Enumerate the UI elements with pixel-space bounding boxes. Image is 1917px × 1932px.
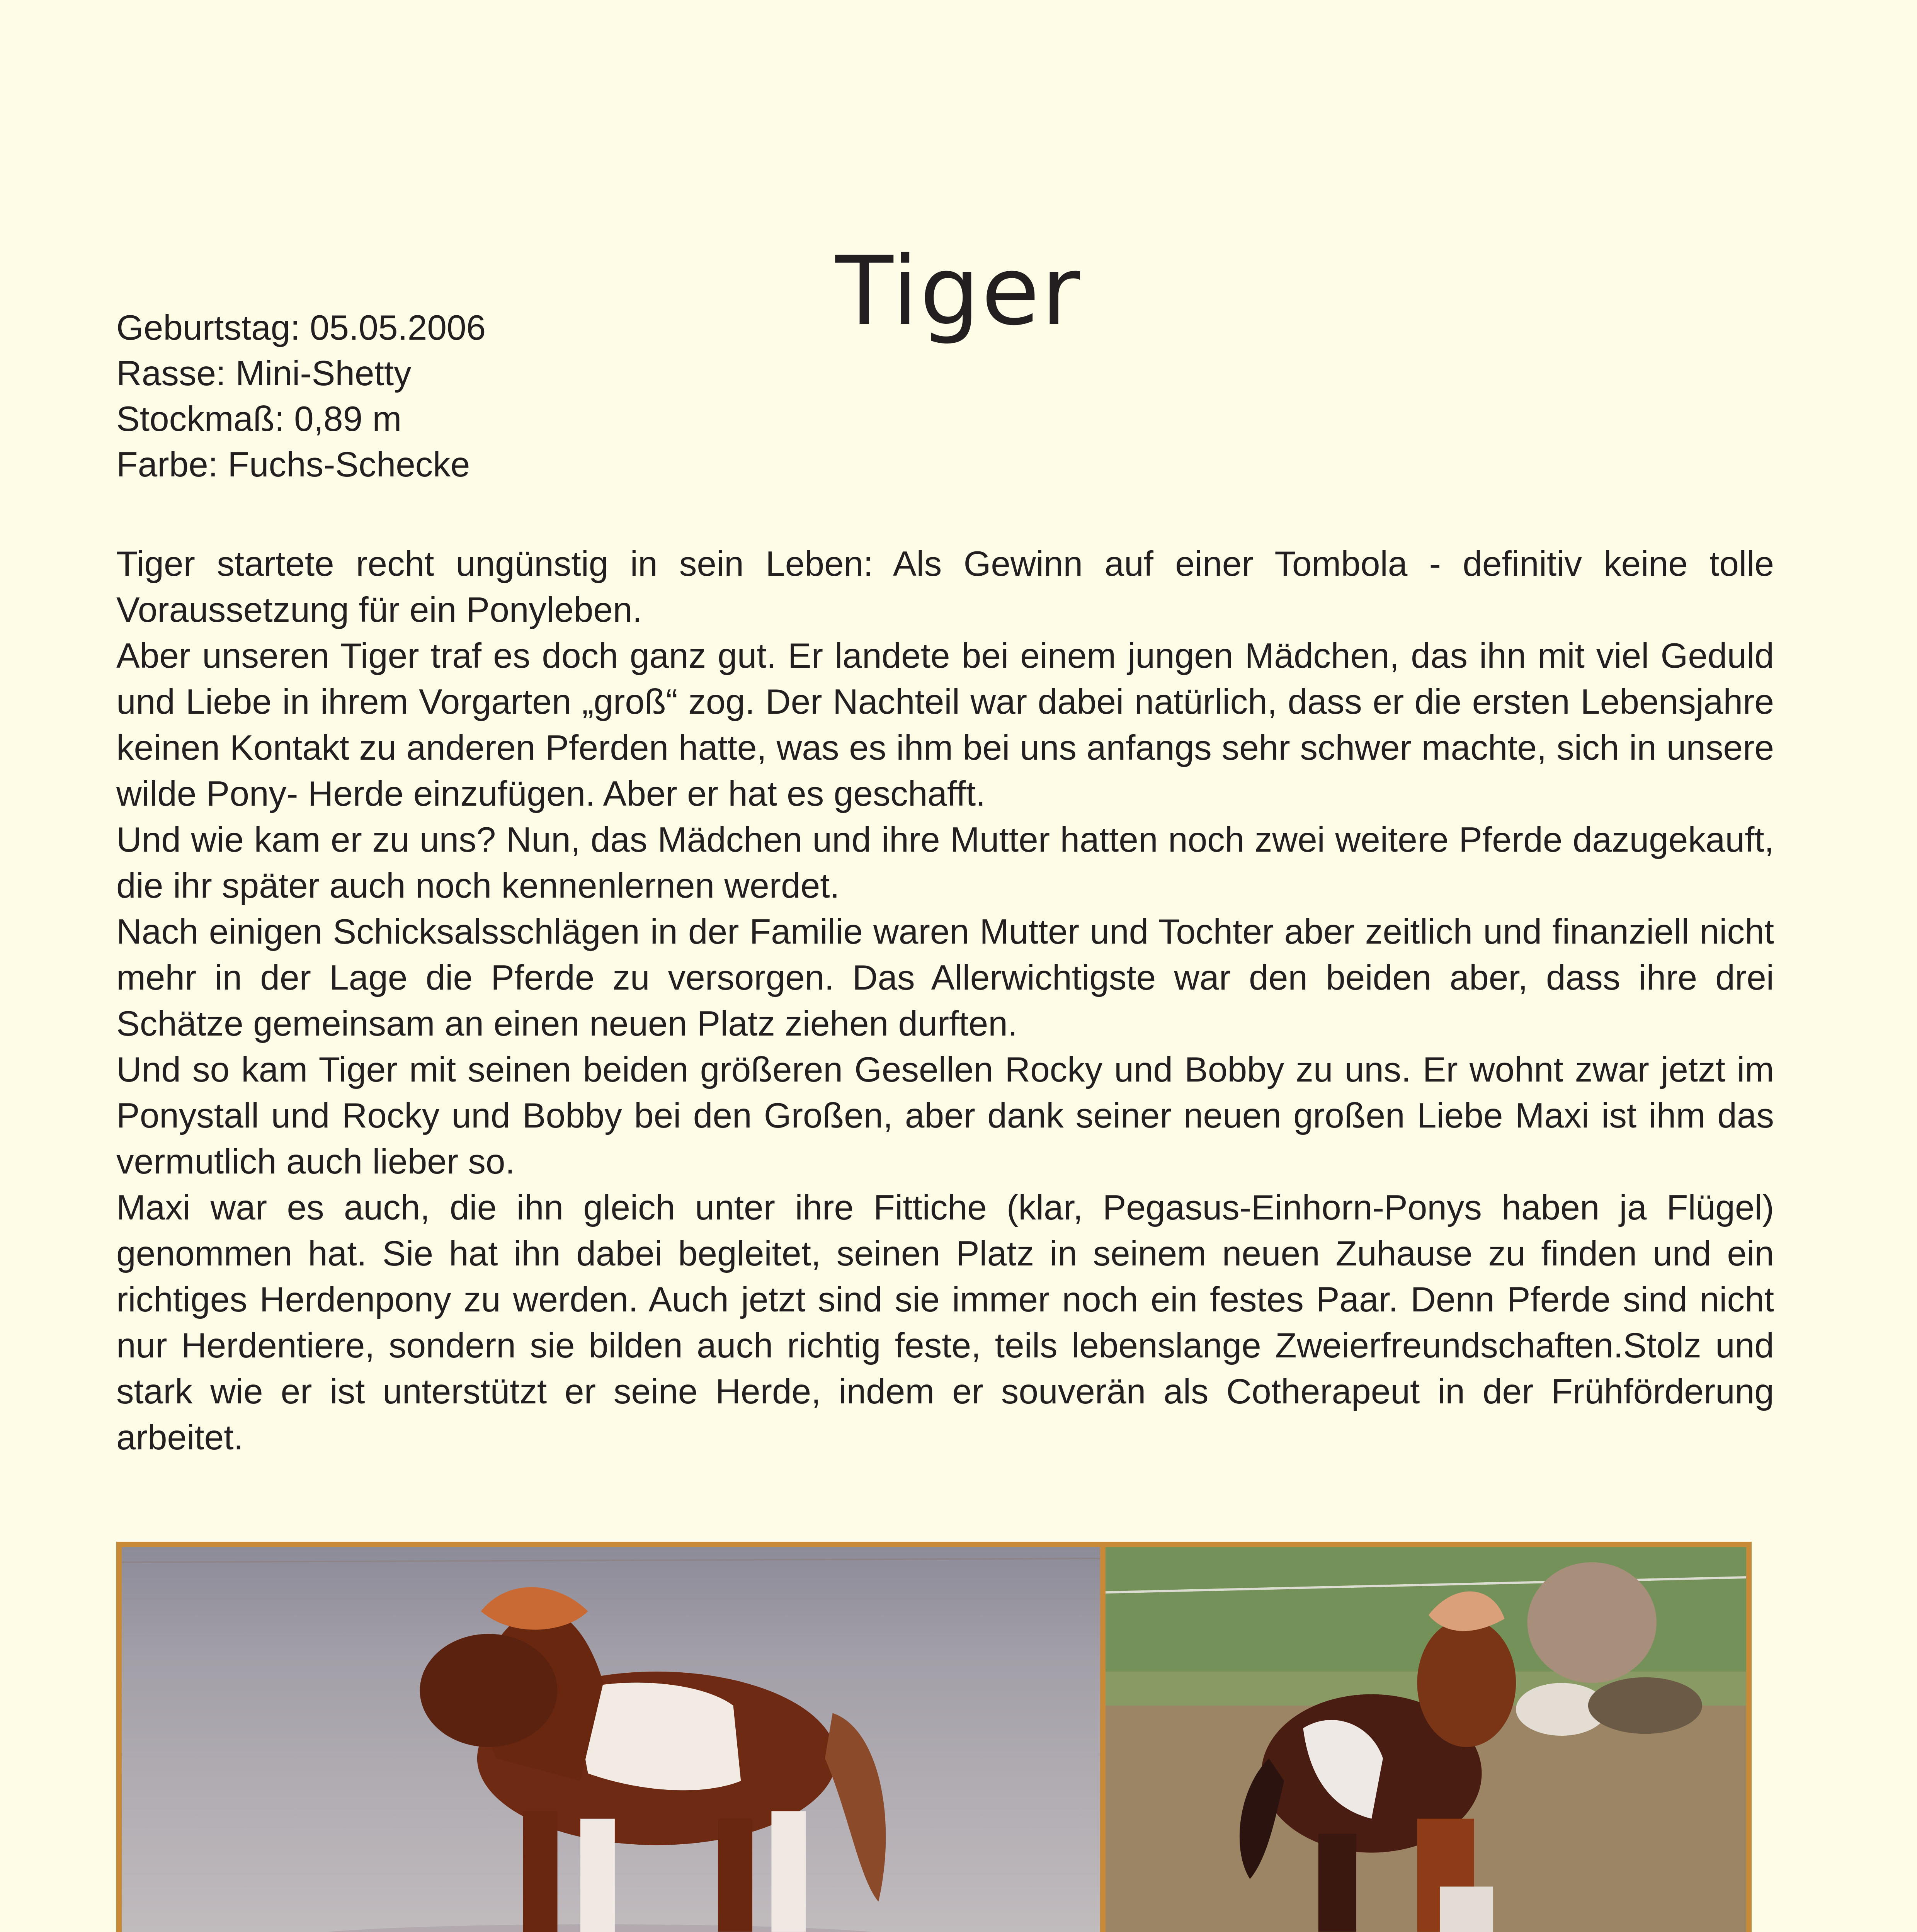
- story-paragraph: Und so kam Tiger mit seinen beiden größeren Gesellen Rocky und Bobby zu uns. Er wohnt zwar jetzt im Ponystall und Rocky und Bobby bei den Großen, aber dank seiner neuen großen Liebe Maxi ist ihm das vermutlich auch lieber so.: [116, 1050, 1774, 1181]
- story-paragraph: Nach einigen Schicksalsschlägen in der Familie waren Mutter und Tochter aber zeitlich und finanziell nicht mehr in der Lage die Pferde zu versorgen. Das Allerwichtigste war den beiden aber, dass ihre drei Schätze gemeinsam an einen neuen Platz ziehen durften.: [116, 912, 1774, 1043]
- photo-pony-frosty-field-image: [122, 1547, 1100, 1932]
- height-fact: Stockmaß: 0,89 m: [116, 400, 402, 439]
- story-text: [116, 541, 1774, 1461]
- photo-gallery: [116, 1542, 1752, 1932]
- pony-facts: [116, 305, 1778, 488]
- color-fact: Farbe: Fuchs-Schecke: [116, 445, 470, 484]
- story-paragraph: Maxi war es auch, die ihn gleich unter ihre Fittiche (klar, Pegasus-Einhorn-Ponys haben ja Flügel) genommen hat. Sie hat ihn dabei begleitet, seinen Platz in seinem neuen Zuhause zu finden und ein richtiges Herdenpony zu werden. Auch jetzt sind sie immer noch ein festes Paar. Denn Pferde sind nicht nur Herdentiere, sondern sie bilden auch richtig feste, teils lebenslange Zweierfreundschaften.Stolz und stark wie er ist unterstützt er seine Herde, indem er souverän als Cotherapeut in der Frühförderung arbeitet.: [116, 1188, 1774, 1457]
- page-title: Tiger: [835, 236, 1082, 347]
- breed-fact: Rasse: Mini-Shetty: [116, 354, 412, 393]
- photo-pony-frosty-field: [116, 1542, 1106, 1932]
- birthday-fact: Geburtstag: 05.05.2006: [116, 308, 486, 347]
- story-paragraph: Tiger startete recht ungünstig in sein Leben: Als Gewinn auf einer Tombola - definitiv keine tolle Voraussetzung für ein Ponyleben.: [116, 544, 1774, 629]
- photo-pony-trotting-pasture: [1100, 1542, 1752, 1932]
- photo-pony-trotting-pasture-image: [1106, 1547, 1746, 1932]
- story-paragraph: Aber unseren Tiger traf es doch ganz gut. Er landete bei einem jungen Mädchen, das ihn mit viel Geduld und Liebe in ihrem Vorgarten „groß“ zog. Der Nachteil war dabei natürlich, dass er die ersten Lebensjahre keinen Kontakt zu anderen Pferden hatte, was es ihm bei uns anfangs sehr schwer machte, sich in unsere wilde Pony- Herde einzufügen. Aber er hat es geschafft.: [116, 636, 1774, 813]
- story-paragraph: Und wie kam er zu uns? Nun, das Mädchen und ihre Mutter hatten noch zwei weitere Pferde dazugekauft, die ihr später auch noch kennenlernen werdet.: [116, 820, 1774, 905]
